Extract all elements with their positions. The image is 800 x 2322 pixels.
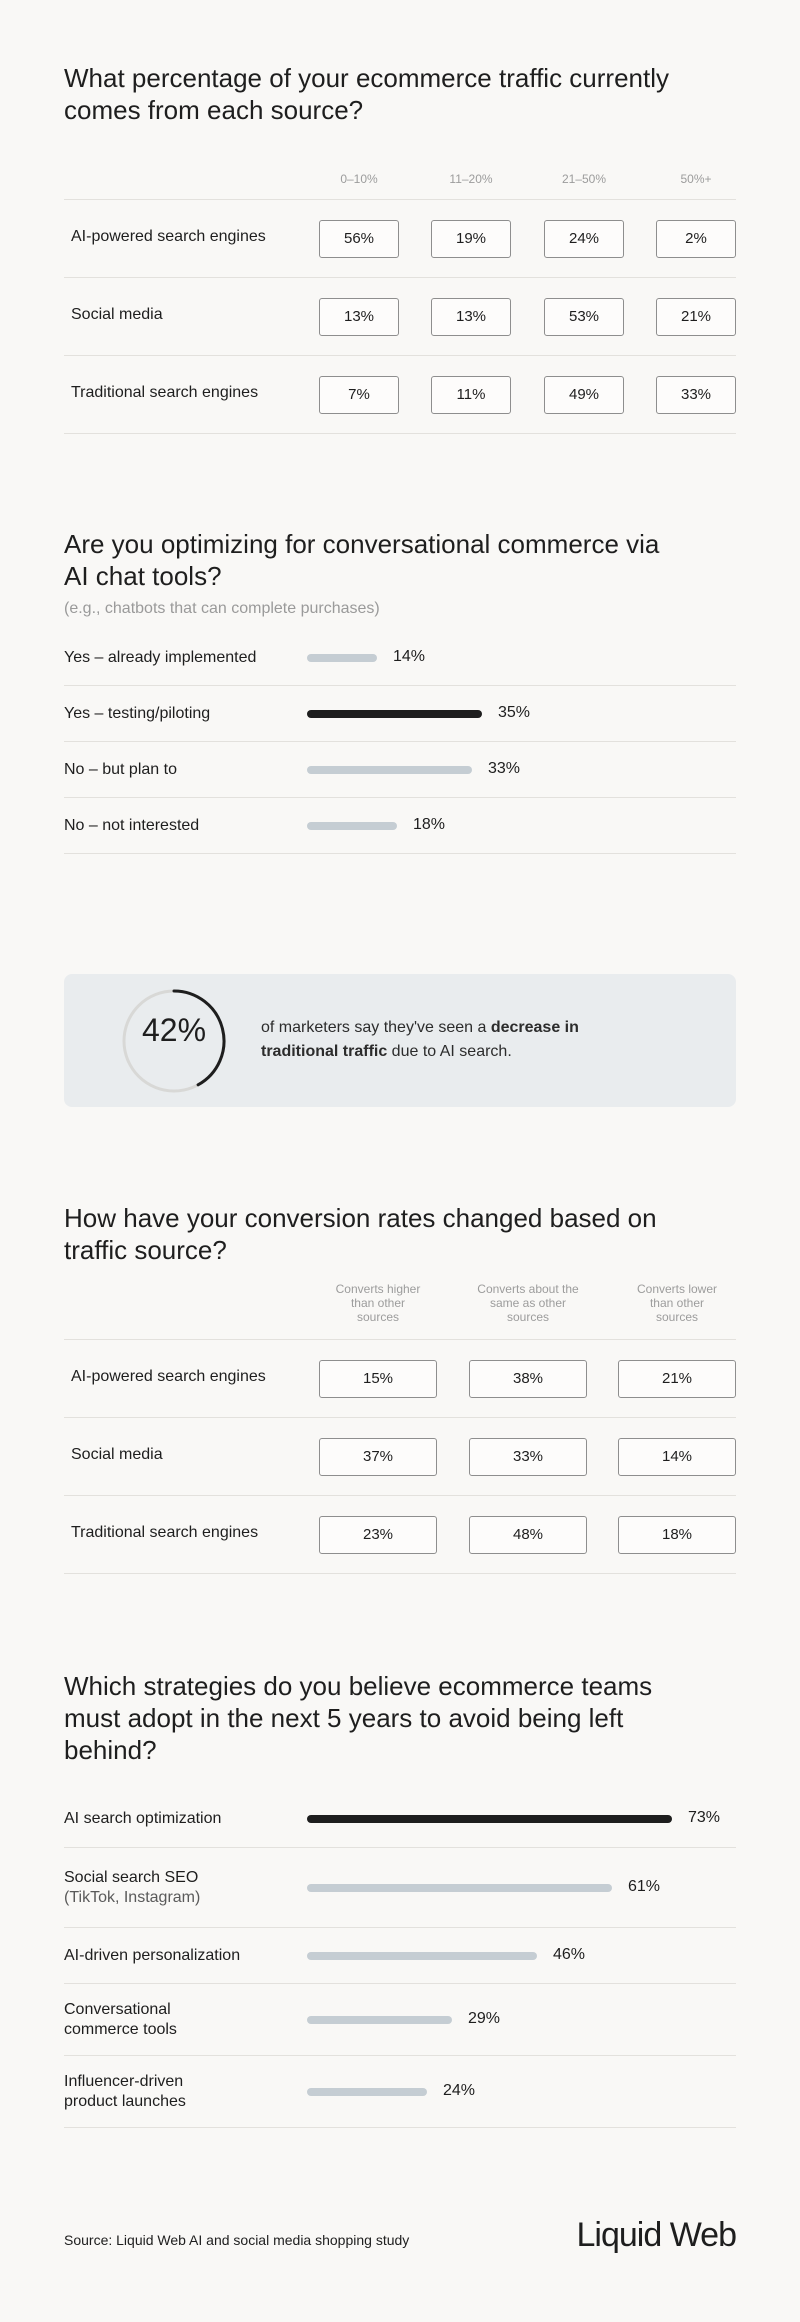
- strategies-question: Which strategies do you believe ecommerce teams must adopt in the next 5 years to avoid being left behind?: [64, 1671, 653, 1765]
- row-label: Traditional search engines: [71, 384, 259, 401]
- conversational-subtitle: (e.g., chatbots that can complete purchases): [64, 600, 380, 617]
- table-row: [64, 200, 736, 278]
- table-row: [64, 356, 736, 434]
- conversion-col-header: Converts higher than other sources: [335, 1282, 421, 1324]
- conversion-header-row: [64, 1278, 736, 1340]
- callout-text-before: of marketers say they've seen a: [261, 1019, 491, 1036]
- table-row: [64, 1496, 736, 1574]
- value-cell: 7%: [319, 376, 399, 414]
- bar-label: AI-driven personalization: [64, 1947, 241, 1964]
- bar-label: No – but plan to: [64, 761, 177, 778]
- brand-logo: Liquid Web: [576, 2216, 736, 2254]
- bar-row: [64, 798, 736, 854]
- bar: [307, 1815, 672, 1823]
- row-label: Social media: [71, 1446, 163, 1463]
- source-note: Source: Liquid Web AI and social media shopping study: [64, 2232, 410, 2248]
- value-cell: 19%: [431, 220, 511, 258]
- traffic-col-header: 21–50%: [561, 172, 607, 186]
- value-cell: 11%: [431, 376, 511, 414]
- bar-value-label: 46%: [553, 1946, 586, 1963]
- bar: [307, 654, 377, 662]
- traffic-question: What percentage of your ecommerce traffic currently comes from each source?: [64, 63, 669, 125]
- bar: [307, 710, 482, 718]
- value-cell: 33%: [656, 376, 736, 414]
- bar-label: No – not interested: [64, 817, 200, 834]
- stat-callout: [64, 974, 736, 1107]
- bar-label: Yes – already implemented: [64, 649, 257, 666]
- bar-row: [64, 1984, 736, 2056]
- row-label: Traditional search engines: [71, 1524, 259, 1541]
- bar-label-sub: (TikTok, Instagram): [64, 1889, 201, 1906]
- bar-label: AI search optimization: [64, 1810, 222, 1827]
- bar-label: Conversational commerce tools: [64, 2001, 177, 2038]
- value-cell: 38%: [469, 1360, 587, 1398]
- value-cell: 13%: [431, 298, 511, 336]
- table-row: [64, 1418, 736, 1496]
- value-cell: 18%: [618, 1516, 736, 1554]
- bar-value-label: 33%: [488, 760, 521, 777]
- bar-label: Yes – testing/piloting: [64, 705, 211, 722]
- bar-row: [64, 1848, 736, 1928]
- conversion-section: [64, 1202, 736, 1574]
- bar-row: [64, 630, 736, 686]
- table-row: [64, 1340, 736, 1418]
- row-label: Social media: [71, 306, 163, 323]
- table-row: [64, 278, 736, 356]
- conversational-question: Are you optimizing for conversational commerce via AI chat tools?: [64, 529, 660, 591]
- callout-text-after: due to AI search.: [387, 1043, 512, 1060]
- row-label: AI-powered search engines: [71, 228, 266, 245]
- value-cell: 15%: [319, 1360, 437, 1398]
- value-cell: 14%: [618, 1438, 736, 1476]
- callout-percent: 42%: [141, 1012, 207, 1048]
- traffic-col-header: 0–10%: [340, 172, 378, 186]
- bar-row: [64, 686, 736, 742]
- callout-text: [261, 1016, 641, 1064]
- value-cell: 21%: [656, 298, 736, 336]
- bar: [307, 2016, 452, 2024]
- bar: [307, 2088, 427, 2096]
- bar-label: Influencer-driven product launches: [64, 2073, 186, 2110]
- bar: [307, 822, 397, 830]
- bar-value-label: 61%: [628, 1878, 661, 1895]
- conversational-bar-list: [64, 630, 736, 854]
- conversion-question: How have your conversion rates changed based on traffic source?: [64, 1203, 657, 1265]
- value-cell: 13%: [319, 298, 399, 336]
- value-cell: 53%: [544, 298, 624, 336]
- value-cell: 2%: [656, 220, 736, 258]
- row-label: AI-powered search engines: [71, 1368, 266, 1385]
- conversion-col-header: Converts lower than other sources: [636, 1282, 718, 1324]
- bar-value-label: 24%: [443, 2082, 476, 2099]
- strategies-section: [64, 1670, 736, 2128]
- callout-text-bold: decrease in traditional traffic: [261, 1019, 579, 1060]
- bar-value-label: 29%: [468, 2010, 501, 2027]
- bar: [307, 1952, 537, 1960]
- bar-row: [64, 742, 736, 798]
- bar: [307, 766, 472, 774]
- value-cell: 33%: [469, 1438, 587, 1476]
- traffic-col-header: 50%+: [680, 172, 712, 186]
- traffic-header-row: [64, 160, 736, 200]
- value-cell: 21%: [618, 1360, 736, 1398]
- bar: [307, 1884, 612, 1892]
- bar-value-label: 73%: [688, 1809, 721, 1826]
- bar-row: [64, 2056, 736, 2128]
- traffic-section: [64, 62, 736, 434]
- bar-value-label: 35%: [498, 704, 531, 721]
- conversational-section: [64, 528, 736, 854]
- traffic-col-header: 11–20%: [449, 172, 493, 186]
- value-cell: 37%: [319, 1438, 437, 1476]
- conversion-col-header: Converts about the same as other sources: [477, 1282, 579, 1324]
- bar-row: [64, 1928, 736, 1984]
- value-cell: 48%: [469, 1516, 587, 1554]
- value-cell: 49%: [544, 376, 624, 414]
- value-cell: 24%: [544, 220, 624, 258]
- bar-value-label: 18%: [413, 816, 446, 833]
- bar-value-label: 14%: [393, 648, 426, 665]
- bar-row: [64, 1790, 736, 1848]
- strategies-bar-list: [64, 1790, 736, 2128]
- value-cell: 56%: [319, 220, 399, 258]
- value-cell: 23%: [319, 1516, 437, 1554]
- bar-label: Social search SEO (TikTok, Instagram): [64, 1869, 201, 1906]
